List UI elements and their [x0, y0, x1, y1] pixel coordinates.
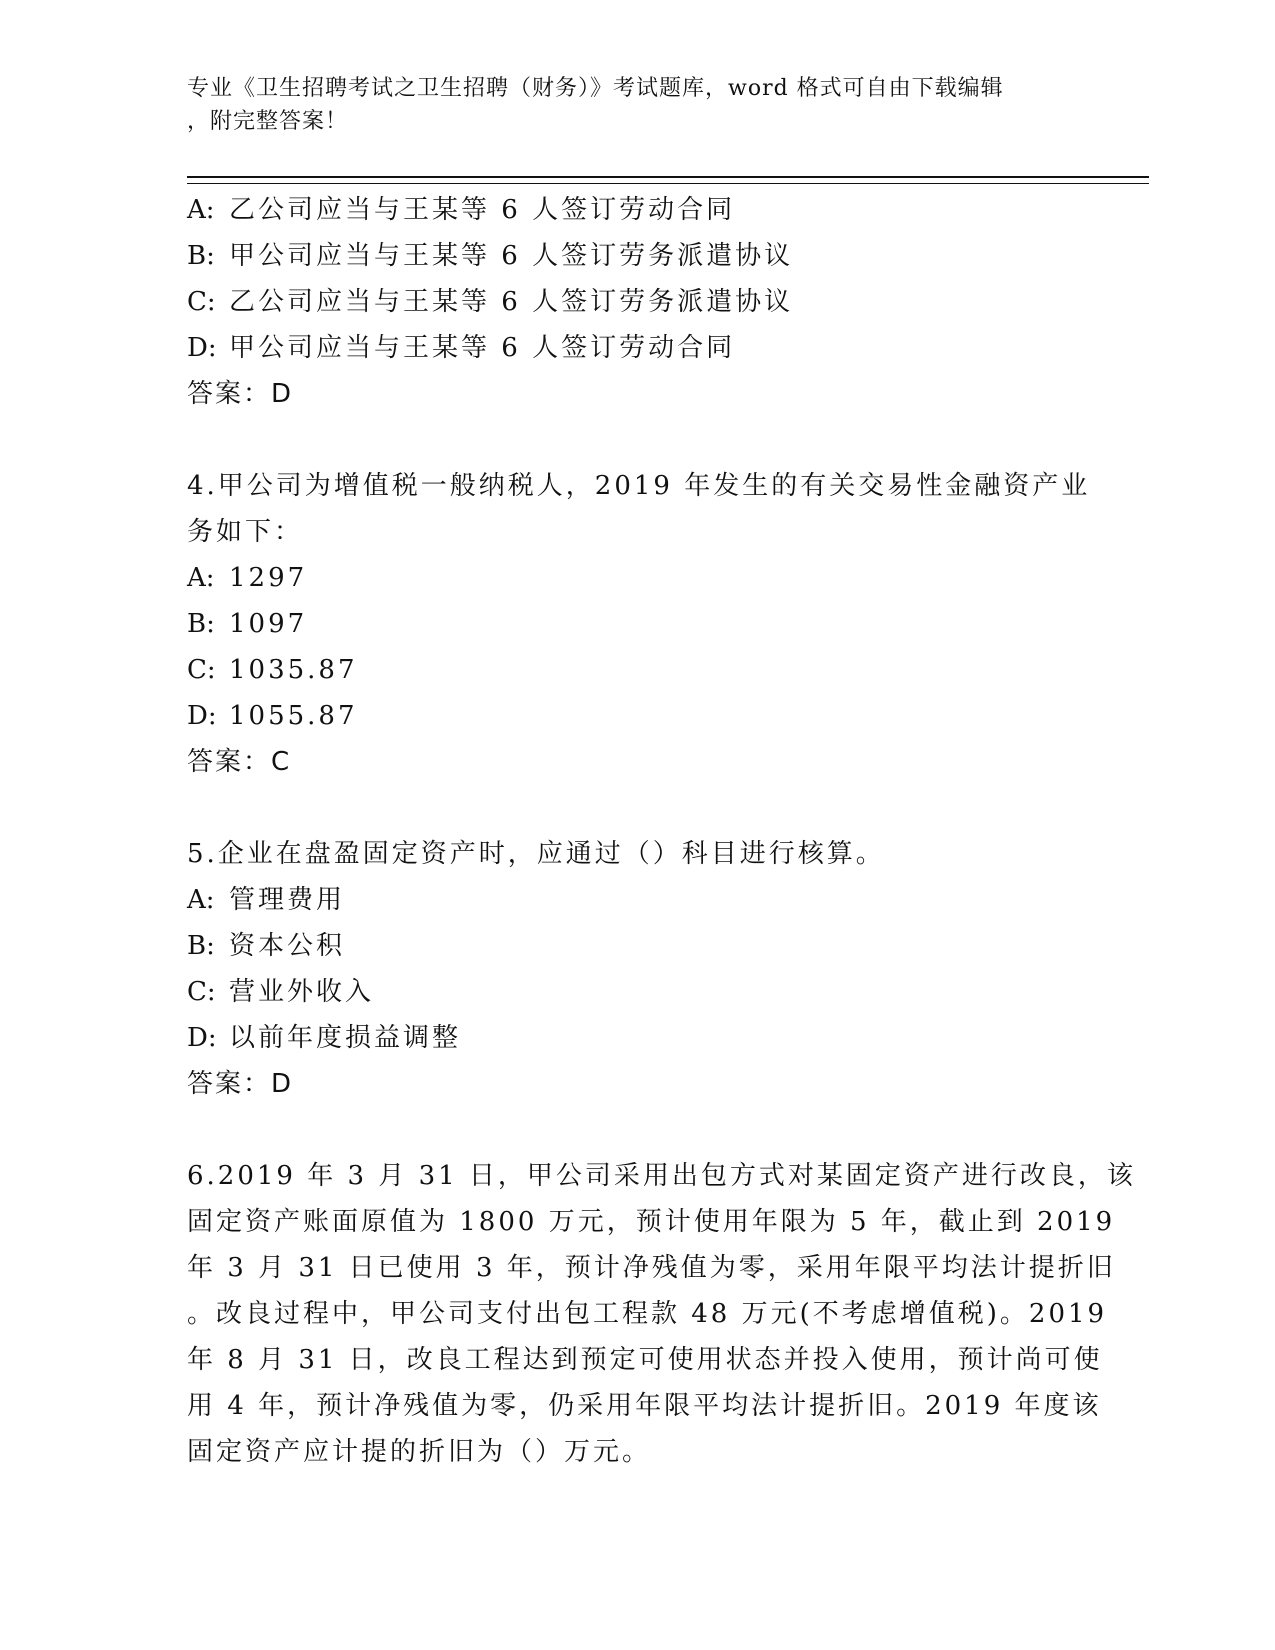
option-d	[187, 693, 1087, 739]
option-text: 甲公司应当与王某等 6 人签订劳动合同	[229, 333, 736, 363]
question-line: 。改良过程中，甲公司支付出包工程款 48 万元(不考虑增值税)。2019	[187, 1299, 1108, 1329]
option-d	[187, 1015, 1087, 1061]
option-text: 管理费用	[229, 885, 346, 915]
option-label: B:	[187, 931, 215, 961]
header-note-line-1: 专业《卫生招聘考试之卫生招聘（财务）》考试题库，word 格式可自由下载编辑	[187, 76, 1004, 101]
option-text: 资本公积	[229, 931, 346, 961]
spacer	[187, 1107, 1087, 1153]
question-stem	[187, 463, 1091, 555]
option-label: A:	[187, 563, 215, 593]
question-line: 务如下：	[187, 517, 304, 547]
option-label: C:	[187, 287, 216, 317]
option-c	[187, 969, 1087, 1015]
option-label: B:	[187, 609, 215, 639]
option-a	[187, 555, 1087, 601]
option-text: 1055.87	[229, 701, 358, 731]
question-line: 年 8 月 31 日，改良工程达到预定可使用状态并投入使用，预计尚可使	[187, 1345, 1103, 1375]
question-6-block	[187, 1153, 1136, 1475]
option-c	[187, 279, 1087, 325]
answer: 答案：C	[187, 747, 292, 777]
option-label: D:	[187, 333, 217, 363]
option-label: D:	[187, 701, 217, 731]
question-4-block	[187, 463, 1091, 785]
answer: 答案：D	[187, 379, 294, 409]
spacer	[187, 785, 1087, 831]
option-text: 1097	[229, 609, 308, 639]
option-label: D:	[187, 1023, 217, 1053]
question-3-block	[187, 187, 1087, 417]
option-b	[187, 923, 1087, 969]
header-divider	[187, 176, 1149, 184]
question-line: 固定资产应计提的折旧为（）万元。	[187, 1437, 652, 1467]
option-text: 营业外收入	[229, 977, 375, 1007]
question-line: 6.2019 年 3 月 31 日，甲公司采用出包方式对某固定资产进行改良，该	[187, 1161, 1136, 1191]
question-line: 5.企业在盘盈固定资产时，应通过（）科目进行核算。	[187, 839, 885, 869]
document-body	[187, 187, 1136, 1475]
option-text: 以前年度损益调整	[229, 1023, 462, 1053]
question-stem	[187, 1153, 1136, 1475]
question-line: 4.甲公司为增值税一般纳税人，2019 年发生的有关交易性金融资产业	[187, 471, 1091, 501]
option-a	[187, 877, 1087, 923]
spacer	[187, 417, 1087, 463]
option-a	[187, 187, 1087, 233]
question-line: 固定资产账面原值为 1800 万元，预计使用年限为 5 年，截止到 2019	[187, 1207, 1116, 1237]
answer: 答案：D	[187, 1069, 294, 1099]
question-5-block	[187, 831, 1087, 1107]
option-text: 乙公司应当与王某等 6 人签订劳动合同	[229, 195, 736, 225]
option-b	[187, 233, 1087, 279]
option-text: 1035.87	[229, 655, 358, 685]
question-stem	[187, 831, 1087, 877]
option-label: A:	[187, 885, 215, 915]
header-note-line-2: ，附完整答案！	[187, 109, 349, 134]
option-label: B:	[187, 241, 215, 271]
option-text: 乙公司应当与王某等 6 人签订劳务派遣协议	[229, 287, 794, 317]
question-line: 用 4 年，预计净残值为零，仍采用年限平均法计提折旧。2019 年度该	[187, 1391, 1102, 1421]
option-c	[187, 647, 1087, 693]
option-d	[187, 325, 1087, 371]
option-label: C:	[187, 655, 216, 685]
option-label: C:	[187, 977, 216, 1007]
option-text: 甲公司应当与王某等 6 人签订劳务派遣协议	[229, 241, 794, 271]
option-text: 1297	[229, 563, 308, 593]
option-label: A:	[187, 195, 215, 225]
header-note	[187, 72, 1087, 138]
question-line: 年 3 月 31 日已使用 3 年，预计净残值为零，采用年限平均法计提折旧	[187, 1253, 1116, 1283]
option-b	[187, 601, 1087, 647]
